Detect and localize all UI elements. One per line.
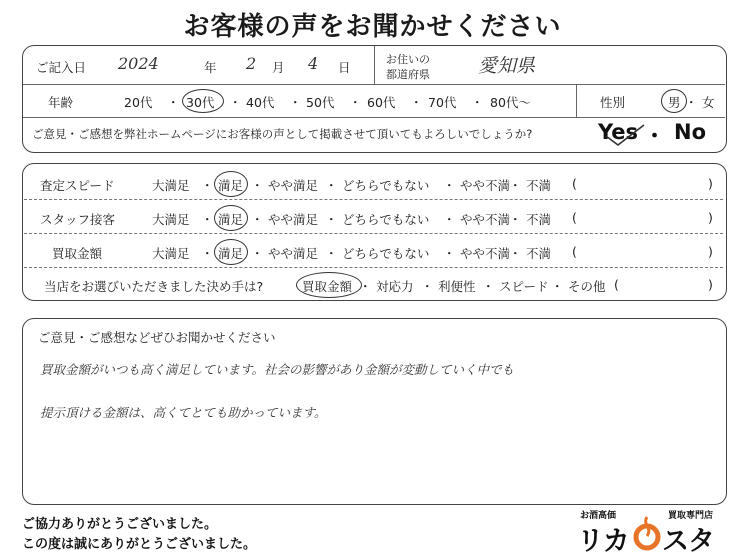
age-selection-mark (182, 89, 224, 113)
age-label: 年齢 (48, 95, 74, 110)
rating-option[interactable]: やや満足 (268, 212, 319, 227)
gender-option-male[interactable]: 男 (668, 95, 681, 110)
row-divider (24, 233, 723, 234)
consent-check-mark (602, 122, 648, 148)
rating-paren-open: ( (572, 176, 577, 191)
divider (576, 85, 577, 117)
rating-option[interactable]: やや不満 (460, 246, 511, 261)
gender-separator: ・ (685, 95, 698, 110)
divider (374, 46, 375, 84)
decision-separator: ・ (482, 279, 495, 294)
rating-separator: ・ (443, 212, 456, 227)
rating-selection-mark (214, 205, 248, 231)
rating-separator: ・ (443, 178, 456, 193)
age-option[interactable]: 40代 (246, 95, 275, 110)
day-unit: 日 (338, 60, 351, 75)
rating-separator: ・ (509, 212, 522, 227)
decision-label: 当店をお選びいただきました決め手は? (44, 279, 264, 294)
prefecture-label-line1: お住いの (386, 53, 430, 66)
gender-selection-mark (661, 89, 687, 113)
age-separator: ・ (289, 95, 302, 110)
rating-paren-close: ) (708, 210, 713, 225)
age-option[interactable]: 70代 (428, 95, 457, 110)
rating-row-label: スタッフ接客 (40, 212, 116, 227)
decision-separator: ・ (359, 279, 372, 294)
prefecture-label-line2: 都道府県 (386, 68, 430, 81)
age-separator: ・ (229, 95, 242, 110)
rating-selection-mark (214, 239, 248, 265)
logo-tag-left: お酒高価 (580, 511, 617, 521)
rating-separator: ・ (325, 178, 338, 193)
decision-option[interactable]: 対応力 (376, 279, 414, 294)
rating-option[interactable]: やや満足 (268, 178, 319, 193)
rating-option[interactable]: やや満足 (268, 246, 319, 261)
decision-separator: ・ (421, 279, 434, 294)
rating-separator: ・ (201, 212, 214, 227)
rating-separator: ・ (509, 178, 522, 193)
date-month-value: 2 (246, 54, 257, 73)
rating-paren-close: ) (708, 176, 713, 191)
comment-line-1: 買取金額がいつも高く満足しています。社会の影響があり金額が変動していく中でも (40, 362, 515, 377)
consent-separator: ・ (644, 124, 665, 148)
prefecture-value: 愛知県 (478, 55, 536, 77)
decision-selection-mark (296, 272, 362, 298)
gender-label: 性別 (600, 95, 626, 110)
comment-line-2: 提示頂ける金額は、高くてとても助かっています。 (40, 405, 327, 420)
rating-separator: ・ (251, 246, 264, 261)
page-title: お客様の声をお聞かせください (183, 12, 562, 42)
rating-option[interactable]: どちらでもない (342, 212, 430, 227)
rating-separator: ・ (325, 246, 338, 261)
rating-separator: ・ (509, 246, 522, 261)
consent-question: ご意見・ご感想を弊社ホームページにお客様の声として掲載させて頂いてもよろしいでしょうか? (32, 127, 533, 141)
rating-separator: ・ (201, 246, 214, 261)
decision-option[interactable]: 利便性 (438, 279, 476, 294)
decision-option[interactable]: 買取金額 (302, 279, 353, 294)
consent-no[interactable]: No (674, 120, 707, 144)
date-label: ご記入日 (36, 60, 87, 75)
rating-row-label: 査定スピード (40, 178, 115, 193)
gender-option-female[interactable]: 女 (702, 95, 715, 110)
footer-thanks-line2: この度は誠にありがとうございました。 (22, 537, 257, 552)
rating-option[interactable]: 不満 (526, 212, 552, 227)
row-divider (24, 267, 723, 268)
row-divider (24, 199, 723, 200)
logo-tag-right: 買取専門店 (668, 511, 714, 521)
rating-option[interactable]: やや不満 (460, 178, 511, 193)
divider (23, 117, 725, 118)
decision-paren-close: ) (708, 277, 713, 292)
decision-paren-open: ( (614, 277, 619, 292)
divider (23, 84, 725, 85)
rating-option[interactable]: 不満 (526, 178, 552, 193)
footer-thanks-line1: ご協力ありがとうございました。 (22, 517, 218, 532)
age-option[interactable]: 20代 (124, 95, 153, 110)
consent-yes[interactable]: Yes (598, 120, 639, 144)
logo-name-right: スタ (662, 526, 714, 557)
age-separator: ・ (349, 95, 362, 110)
rating-option[interactable]: 大満足 (152, 246, 190, 261)
age-option[interactable]: 30代 (186, 95, 215, 110)
month-unit: 月 (272, 60, 285, 75)
rating-option[interactable]: どちらでもない (342, 246, 430, 261)
decision-option[interactable]: スピード (499, 279, 549, 294)
rating-paren-open: ( (572, 244, 577, 259)
rating-option[interactable]: 満足 (218, 212, 244, 227)
rating-option[interactable]: やや不満 (460, 212, 511, 227)
rating-option[interactable]: 大満足 (152, 178, 190, 193)
rating-paren-close: ) (708, 244, 713, 259)
date-year-value: 2024 (118, 54, 159, 73)
decision-option[interactable]: その他 (568, 279, 606, 294)
rating-separator: ・ (443, 246, 456, 261)
age-separator: ・ (167, 95, 180, 110)
rating-option[interactable]: 大満足 (152, 212, 190, 227)
rating-separator: ・ (251, 178, 264, 193)
rating-separator: ・ (201, 178, 214, 193)
decision-separator: ・ (551, 279, 564, 294)
rating-selection-mark (214, 171, 248, 197)
age-separator: ・ (410, 95, 423, 110)
logo-name-left: リカ (577, 526, 629, 557)
rating-option[interactable]: 不満 (526, 246, 552, 261)
age-separator: ・ (471, 95, 484, 110)
rating-separator: ・ (251, 212, 264, 227)
date-day-value: 4 (308, 54, 319, 73)
rating-option[interactable]: 満足 (218, 246, 244, 261)
rating-separator: ・ (325, 212, 338, 227)
logo-flame-icon (632, 514, 662, 552)
age-option[interactable]: 50代 (306, 95, 335, 110)
comments-heading: ご意見・ご感想などぜひお聞かせください (38, 330, 276, 345)
rating-paren-open: ( (572, 210, 577, 225)
year-unit: 年 (204, 60, 217, 75)
rating-option[interactable]: 満足 (218, 178, 244, 193)
rating-row-label: 買取金額 (52, 246, 103, 261)
age-option[interactable]: 80代〜 (490, 95, 531, 110)
rating-option[interactable]: どちらでもない (342, 178, 430, 193)
age-option[interactable]: 60代 (367, 95, 396, 110)
